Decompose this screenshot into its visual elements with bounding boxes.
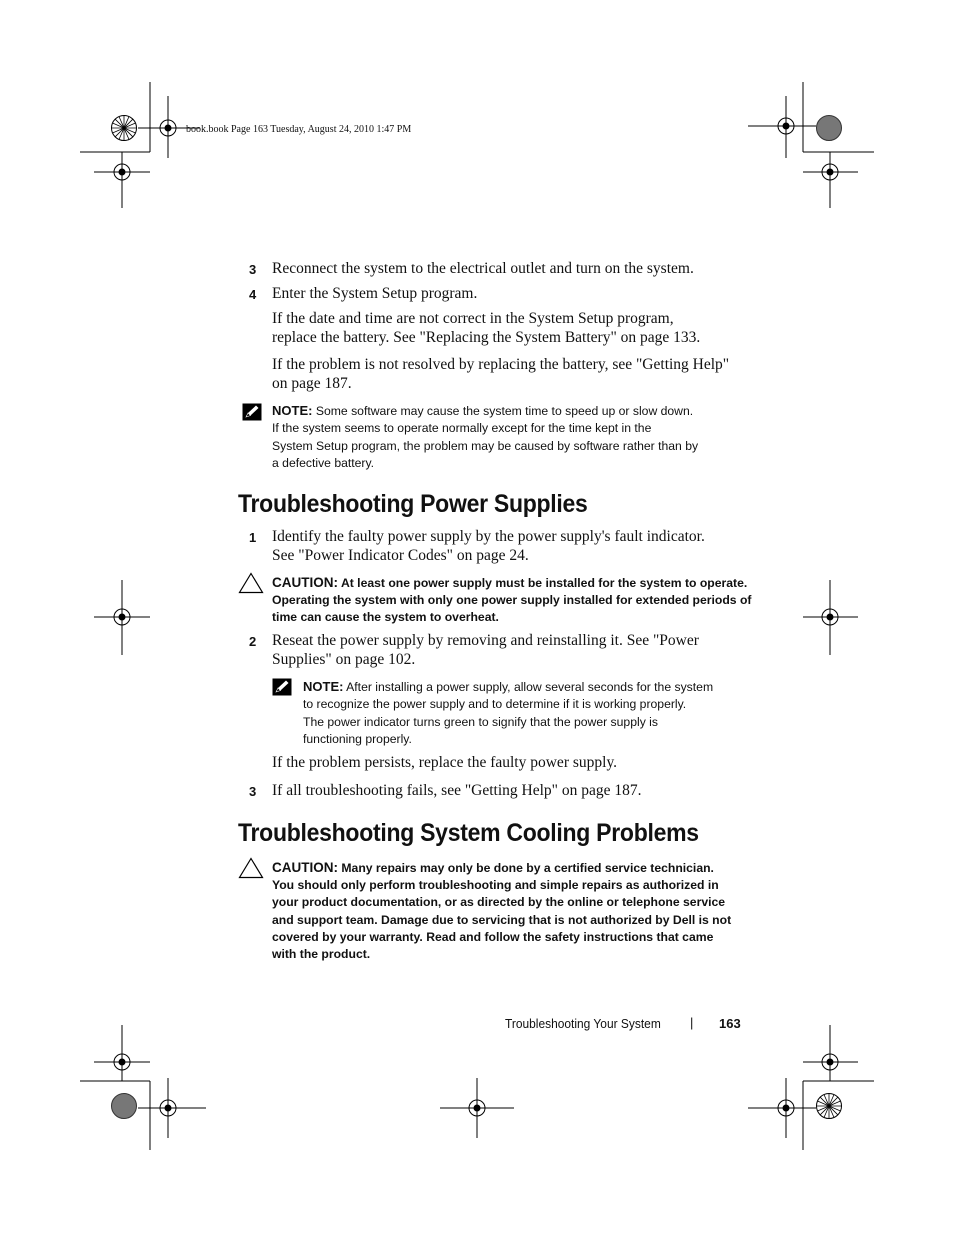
note-pencil-icon [242,403,262,421]
caution-label: CAUTION: [272,860,338,875]
section-heading: Troubleshooting System Cooling Problems [238,819,699,847]
note-label: NOTE: [272,403,313,418]
section-heading: Troubleshooting Power Supplies [238,490,588,518]
step-text: Enter the System Setup program. [272,285,478,302]
caution-block: CAUTION: At least one power supply must be installed for the system to operate. Operating the system with only one power supply installed for extended periods of time can cause the system to overheat. [272,575,752,625]
paragraph: If the problem is not resolved by replacing the battery, see "Getting Help" on page 187. [272,356,730,392]
step-text: If all troubleshooting fails, see "Getting Help" on page 187. [272,782,642,799]
step-number: 1 [249,530,257,545]
step-number: 3 [249,262,257,277]
step-text: Reseat the power supply by removing and reinstalling it. See "Power Supplies" on page 102. [272,632,699,668]
note-label: NOTE: [303,679,344,694]
caution-label: CAUTION: [272,575,338,590]
step-number: 3 [249,784,257,799]
paragraph: If the problem persists, replace the faulty power supply. [272,754,618,771]
caution-triangle-icon [238,857,264,879]
note-pencil-icon [272,678,292,696]
step-text: Reconnect the system to the electrical outlet and turn on the system. [272,260,694,277]
note-block: NOTE: After installing a power supply, allow several seconds for the system to recognize the power supply and to determine if it is working properly. The power indicator turns green to signify that the power supply is functioning properly. [303,679,714,746]
running-footer-chapter: Troubleshooting Your System [505,1016,661,1031]
page-number: 163 [719,1016,741,1031]
step-text: Identify the faulty power supply by the power supply's fault indicator. See "Power Indicator Codes" on page 24. [272,528,705,564]
step-number: 2 [249,634,257,649]
caution-triangle-icon [238,572,264,594]
footer-separator: | [690,1015,694,1030]
step-number: 4 [249,287,257,302]
note-block: NOTE: Some software may cause the system time to speed up or slow down. If the system seems to operate normally except for the time kept in the System Setup program, the problem may be caused by software rather than by a defective battery. [272,403,699,470]
caution-block: CAUTION: Many repairs may only be done by a certified service technician. You should only perform troubleshooting and simple repairs as authorized in your product documentation, or as directed by the online or telephone service and support team. Damage due to servicing that is not authorized by Dell is not covered by your warranty. Read and follow the safety instructions that came with the product. [272,860,732,962]
print-slug: book.book Page 163 Tuesday, August 24, 2010 1:47 PM [186,124,412,135]
paragraph: If the date and time are not correct in the System Setup program, replace the battery. See "Replacing the System Battery" on page 133. [272,310,701,346]
